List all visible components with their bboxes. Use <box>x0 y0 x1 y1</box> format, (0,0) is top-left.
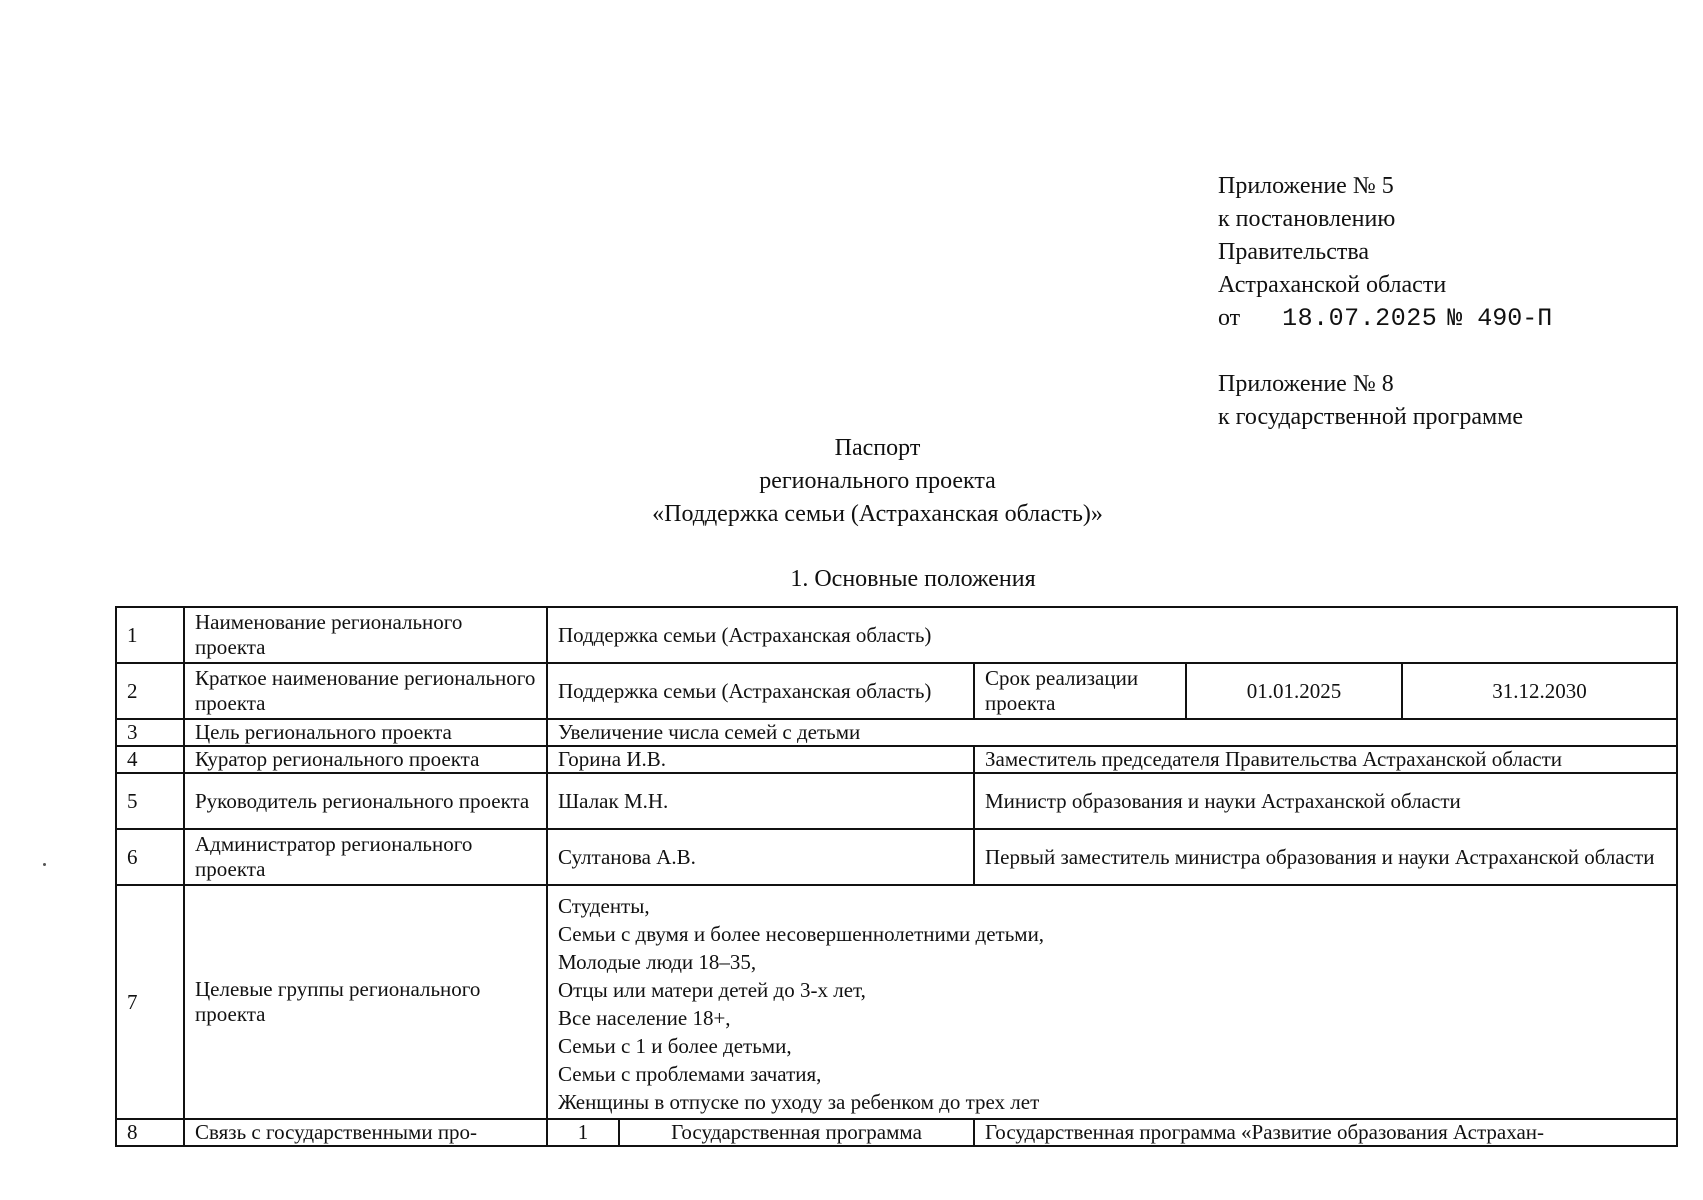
table-row <box>116 663 1677 719</box>
order-date: 18.07.2025 <box>1282 304 1438 333</box>
row-label: Администратор регионального проекта <box>184 829 547 885</box>
program-name: Государственная программа «Развитие образования Астрахан- <box>974 1119 1677 1146</box>
title-line: регионального проекта <box>759 468 996 494</box>
end-date: 31.12.2030 <box>1402 663 1677 719</box>
row-value: Увеличение числа семей с детьми <box>547 719 1677 746</box>
row-number: 3 <box>116 719 184 746</box>
passport-table <box>115 606 1678 1147</box>
row-number: 1 <box>116 607 184 663</box>
appendix-line: Астраханской области <box>1218 272 1447 298</box>
table-row <box>116 746 1677 773</box>
date-prefix: от <box>1218 305 1241 331</box>
row-label: Цель регионального проекта <box>184 719 547 746</box>
order-line <box>1218 302 1552 335</box>
target-group-item: Все население 18+, <box>558 1006 731 1030</box>
target-group-item: Молодые люди 18–35, <box>558 950 757 974</box>
table-row <box>116 1119 1677 1146</box>
table-row <box>116 829 1677 885</box>
row-number: 4 <box>116 746 184 773</box>
person-name: Шалак М.Н. <box>547 773 974 829</box>
row-number: 2 <box>116 663 184 719</box>
target-group-item: Женщины в отпуске по уходу за ребенком до трех лет <box>558 1090 1040 1114</box>
appendix-line: к постановлению <box>1218 206 1396 232</box>
table-row <box>116 607 1677 663</box>
target-group-item: Студенты, <box>558 894 650 918</box>
program-appendix-line: к государственной программе <box>1218 404 1524 430</box>
person-position: Заместитель председателя Правительства Астраханской области <box>974 746 1677 773</box>
appendix-line: Приложение № 5 <box>1218 173 1394 199</box>
table-row <box>116 719 1677 746</box>
table-row <box>116 885 1677 1119</box>
row-number: 8 <box>116 1119 184 1146</box>
row-label: Наименование регионального проекта <box>184 607 547 663</box>
order-number: № 490-П <box>1447 304 1553 333</box>
person-position: Министр образования и науки Астраханской области <box>974 773 1677 829</box>
start-date: 01.01.2025 <box>1186 663 1402 719</box>
row-label: Руководитель регионального проекта <box>184 773 547 829</box>
row-label: Куратор регионального проекта <box>184 746 547 773</box>
title-line: Паспорт <box>834 435 921 461</box>
sub-number: 1 <box>547 1119 619 1146</box>
target-groups-list <box>547 885 1677 1119</box>
program-type: Государственная программа <box>619 1119 974 1146</box>
target-group-item: Семьи с 1 и более детьми, <box>558 1034 792 1058</box>
section-heading: 1. Основные положения <box>790 566 1036 592</box>
target-group-item: Семьи с двумя и более несовершеннолетними детьми, <box>558 922 1045 946</box>
row-value: Поддержка семьи (Астраханская область) <box>547 663 974 719</box>
table-row <box>116 773 1677 829</box>
appendix-header <box>1218 170 1552 434</box>
row-number: 6 <box>116 829 184 885</box>
scan-speck <box>43 863 46 866</box>
person-name: Горина И.В. <box>547 746 974 773</box>
title-line: «Поддержка семьи (Астраханская область)» <box>652 501 1103 527</box>
target-group-item: Отцы или матери детей до 3-х лет, <box>558 978 866 1002</box>
person-position: Первый заместитель министра образования и науки Астраханской области <box>974 829 1677 885</box>
document-title <box>0 432 1703 531</box>
target-group-item: Семьи с проблемами зачатия, <box>558 1062 822 1086</box>
term-label: Срок реализации проекта <box>974 663 1186 719</box>
row-label: Связь с государственными про- <box>184 1119 547 1146</box>
row-label: Целевые группы регионального проекта <box>184 885 547 1119</box>
appendix-line: Правительства <box>1218 239 1370 265</box>
row-number: 7 <box>116 885 184 1119</box>
row-label: Краткое наименование регионального проекта <box>184 663 547 719</box>
row-value: Поддержка семьи (Астраханская область) <box>547 607 1677 663</box>
row-number: 5 <box>116 773 184 829</box>
person-name: Султанова А.В. <box>547 829 974 885</box>
program-appendix-line: Приложение № 8 <box>1218 371 1394 397</box>
